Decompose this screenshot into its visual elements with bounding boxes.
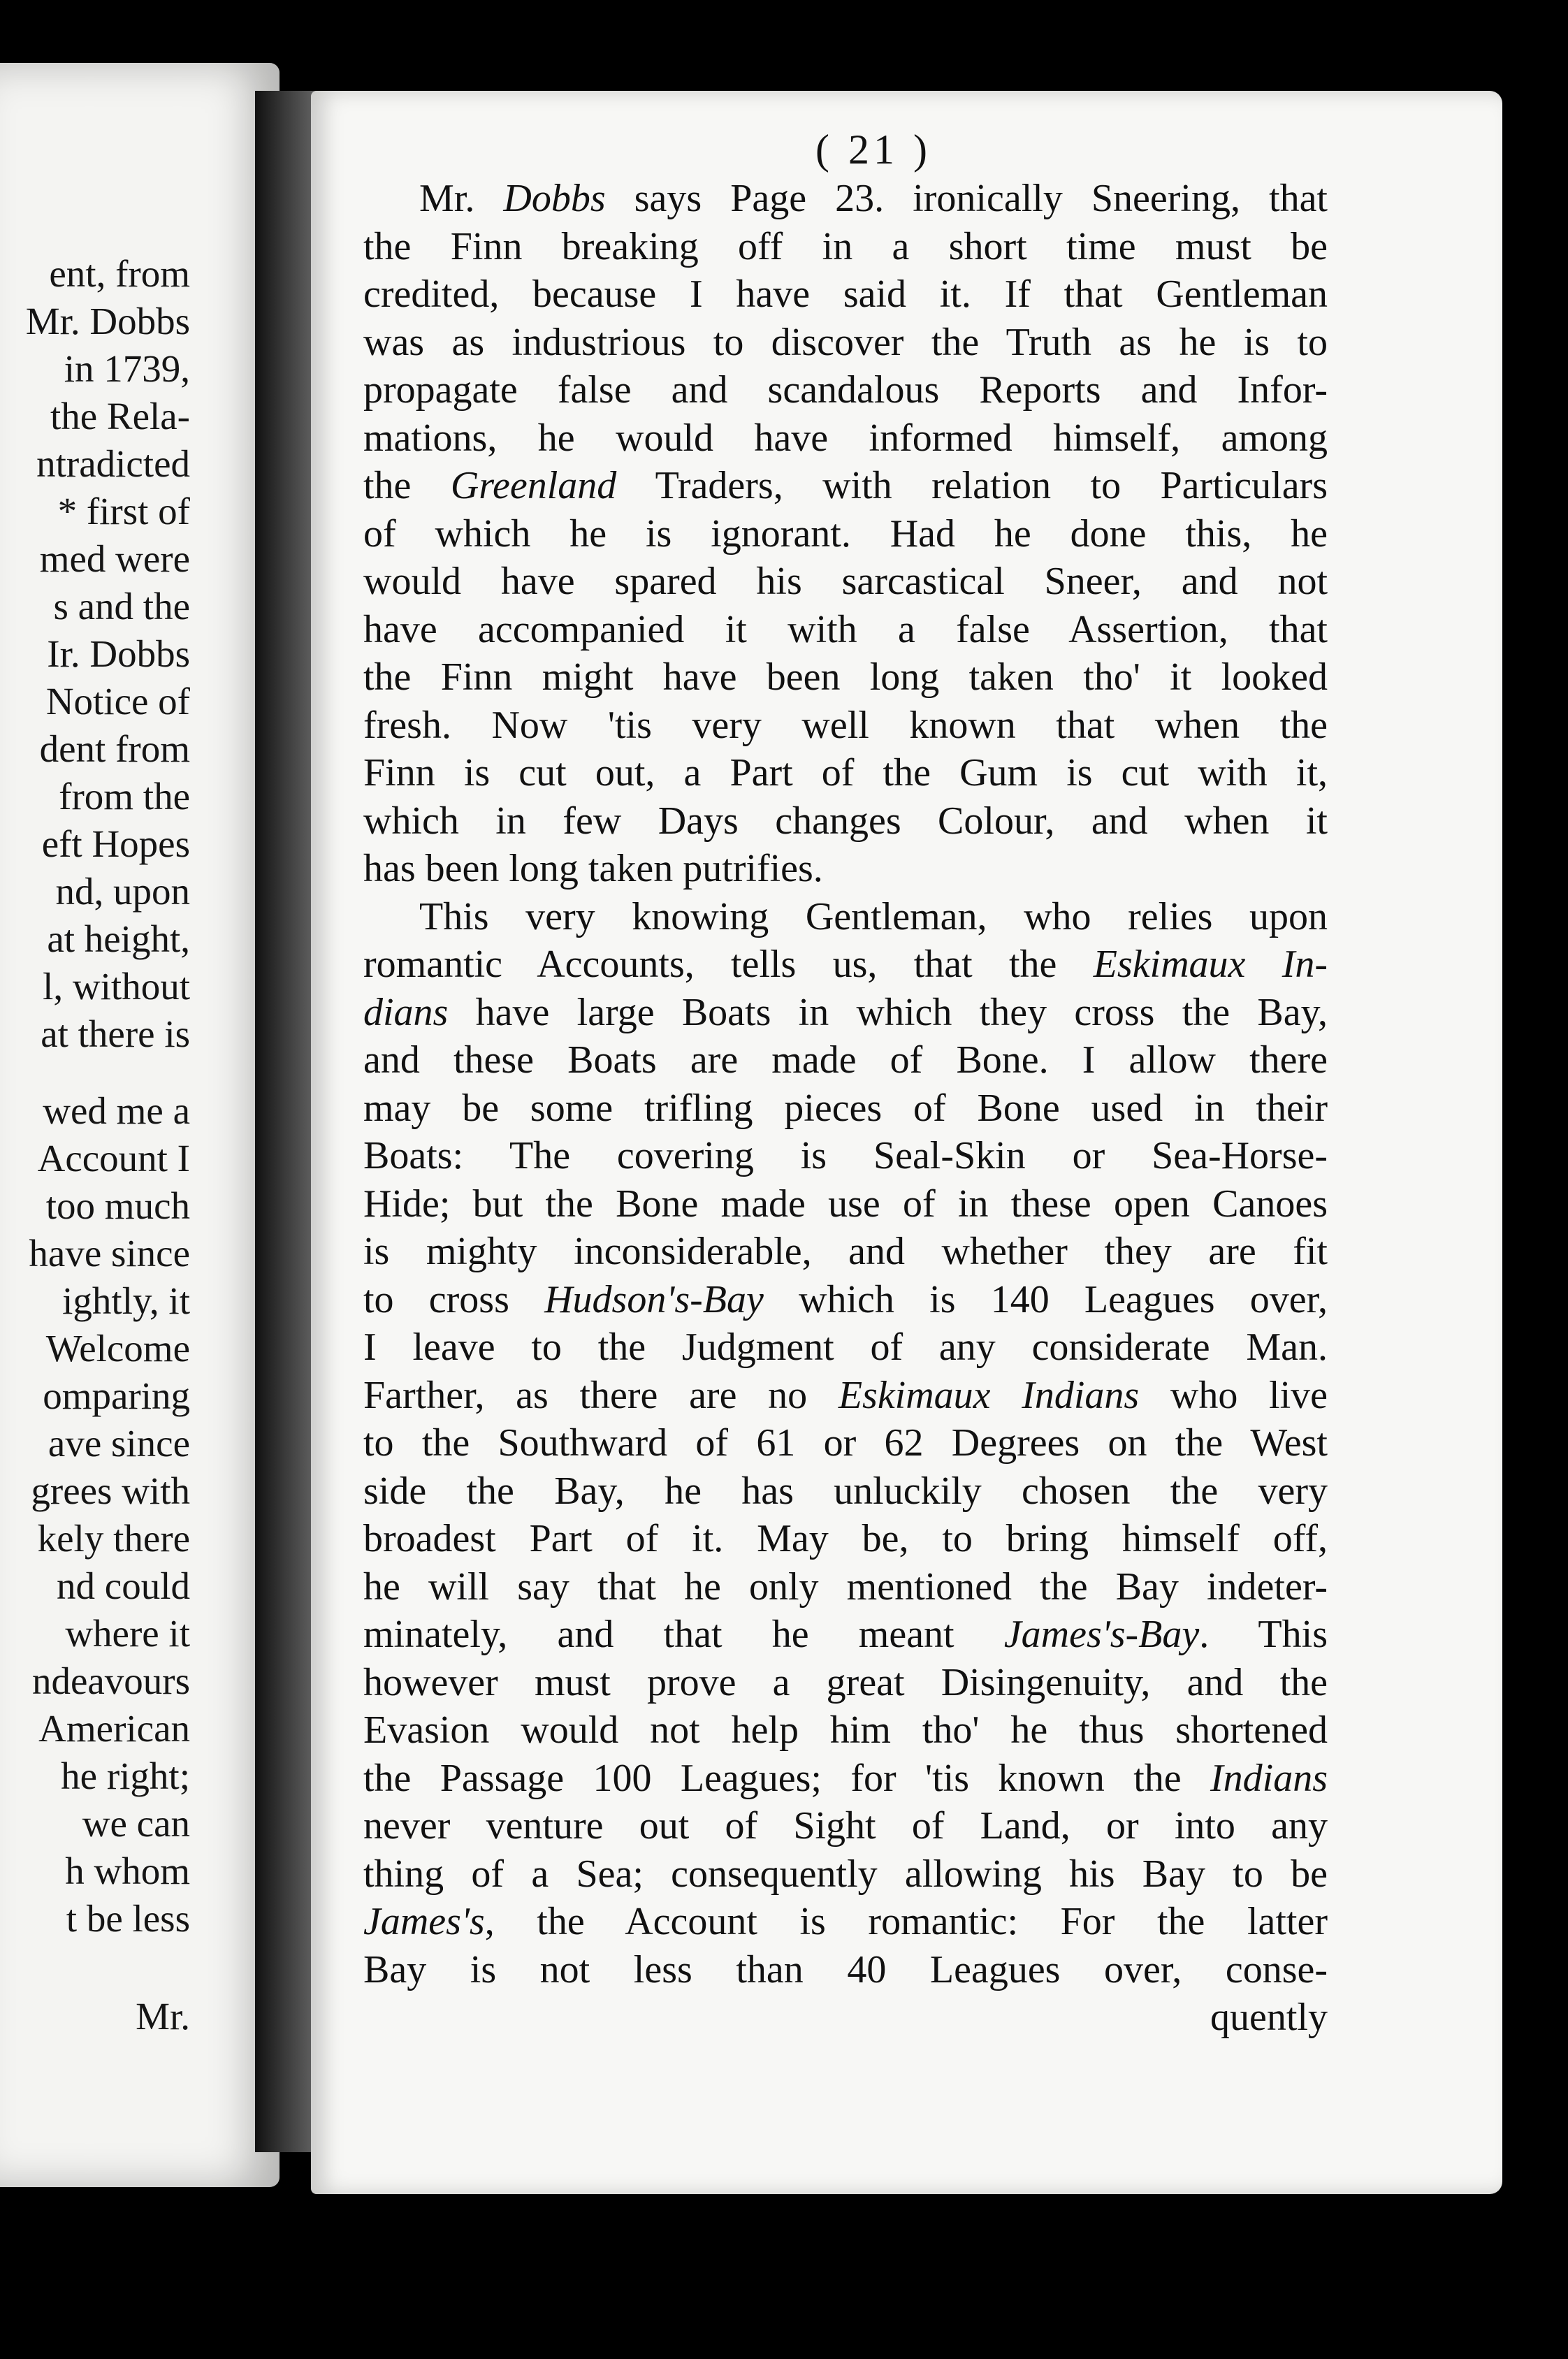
left-page-line: ave since xyxy=(48,1422,190,1465)
left-page-line: have since xyxy=(29,1232,190,1275)
text-line: the Greenland Traders, with relation to Particulars xyxy=(363,464,1328,507)
text-line: Bay is not less than 40 Leagues over, conse- xyxy=(363,1947,1328,1991)
text-line: never venture out of Sight of Land, or into any xyxy=(363,1804,1328,1848)
text-line: which in few Days changes Colour, and when it xyxy=(363,799,1328,843)
text-line: credited, because I have said it. If that Gentleman xyxy=(363,273,1328,316)
left-page-line: h whom xyxy=(65,1850,190,1892)
text-line: was as industrious to discover the Truth as he is to xyxy=(363,320,1328,364)
left-page-line: nd, upon xyxy=(55,870,190,913)
text-line: the Finn might have been long taken tho' it looked xyxy=(363,655,1328,699)
left-page-line: t be less xyxy=(66,1897,190,1940)
left-page-line: at height, xyxy=(47,917,190,960)
text-line: to the Southward of 61 or 62 Degrees on the West xyxy=(363,1421,1328,1465)
text-line: the Finn breaking off in a short time must be xyxy=(363,224,1328,268)
left-page-line: nd could xyxy=(57,1565,190,1607)
text-line: Farther, as there are no Eskimaux Indians who live xyxy=(363,1373,1328,1417)
left-page-line: the Rela- xyxy=(50,395,190,437)
text-line: have accompanied it with a false Assertion, that xyxy=(363,607,1328,651)
text-line: he will say that he only mentioned the Bay indeter- xyxy=(363,1565,1328,1609)
left-page-line: Ir. Dobbs xyxy=(47,632,190,675)
left-page-line: * first of xyxy=(57,490,190,532)
text-line: has been long taken putrifies. xyxy=(363,847,823,890)
left-page-line: dent from xyxy=(39,727,190,770)
text-line: of which he is ignorant. Had he done this, he xyxy=(363,511,1328,556)
text-line: is mighty inconsiderable, and whether they are fit xyxy=(363,1230,1328,1273)
left-page-line: omparing xyxy=(43,1374,190,1417)
left-page-line: American xyxy=(38,1707,190,1750)
left-page-line: s and the xyxy=(53,585,190,627)
left-page-line: med were xyxy=(39,537,190,580)
left-page-line: ntradicted xyxy=(36,442,190,485)
text-line: minately, and that he meant James's-Bay. This xyxy=(363,1613,1328,1656)
text-line: This very knowing Gentleman, who relies upon xyxy=(419,894,1328,938)
left-page-line: too much xyxy=(45,1184,190,1227)
text-line: I leave to the Judgment of any considerate Man. xyxy=(363,1326,1328,1369)
left-page-line: Account I xyxy=(37,1137,190,1180)
text-line: James's, the Account is romantic: For the latter xyxy=(363,1900,1328,1943)
left-page-line: ightly, it xyxy=(62,1279,190,1322)
left-page-line: l, without xyxy=(43,965,190,1008)
page-text xyxy=(363,175,1328,2042)
text-line: the Passage 100 Leagues; for 'tis known the Indians xyxy=(363,1756,1328,1800)
left-page-catchword: Mr. xyxy=(136,1995,190,2038)
paragraph-2 xyxy=(363,893,1328,1994)
left-page-line: Mr. Dobbs xyxy=(25,300,190,342)
text-line: would have spared his sarcastical Sneer, and not xyxy=(363,560,1328,603)
left-page-line: wed me a xyxy=(43,1089,190,1132)
left-page-text xyxy=(0,250,190,2040)
text-line: romantic Accounts, tells us, that the Eskimaux In- xyxy=(363,943,1328,986)
text-line: however must prove a great Disingenuity, and the xyxy=(363,1660,1328,1704)
text-line: to cross Hudson's-Bay which is 140 Leagues over, xyxy=(363,1277,1328,1321)
left-page-line: in 1739, xyxy=(64,347,190,390)
left-page xyxy=(0,63,280,2187)
left-page-line: we can xyxy=(82,1802,190,1845)
left-page-line: kely there xyxy=(37,1517,190,1560)
text-line: thing of a Sea; consequently allowing his Bay to be xyxy=(363,1852,1328,1896)
left-page-line: at there is xyxy=(41,1012,190,1055)
text-line: propagate false and scandalous Reports and Infor- xyxy=(363,368,1328,412)
left-page-line: Notice of xyxy=(45,680,190,723)
text-line: side the Bay, he has unluckily chosen the very xyxy=(363,1469,1328,1513)
text-line: may be some trifling pieces of Bone used in their xyxy=(363,1086,1328,1130)
text-line: Finn is cut out, a Part of the Gum is cut with it, xyxy=(363,751,1328,794)
text-line: Boats: The covering is Seal-Skin or Sea-Horse- xyxy=(363,1134,1328,1177)
text-line: Evasion would not help him tho' he thus shortened xyxy=(363,1708,1328,1752)
text-line: and these Boats are made of Bone. I allow there xyxy=(363,1038,1328,1082)
catchword: quently xyxy=(1210,1996,1328,2039)
left-page-line: from the xyxy=(59,775,190,818)
left-page-line: where it xyxy=(65,1612,190,1655)
left-page-line: grees with xyxy=(31,1469,190,1512)
left-page-line: ent, from xyxy=(49,252,190,295)
text-line: broadest Part of it. May be, to bring himself off, xyxy=(363,1517,1328,1560)
text-line: Hide; but the Bone made use of in these open Canoes xyxy=(363,1182,1328,1226)
text-line: Mr. Dobbs says Page 23. ironically Sneering, that xyxy=(419,177,1328,220)
text-line: fresh. Now 'tis very well known that when the xyxy=(363,703,1328,747)
paragraph-1 xyxy=(363,175,1328,893)
page-number: ( 21 ) xyxy=(815,126,931,173)
left-page-line: ndeavours xyxy=(31,1660,190,1702)
text-line: mations, he would have informed himself, among xyxy=(363,416,1328,460)
left-page-line: Welcome xyxy=(45,1327,190,1370)
text-line: dians have large Boats in which they cross the Bay, xyxy=(363,990,1328,1034)
left-page-line: he right; xyxy=(61,1755,190,1797)
left-page-line: eft Hopes xyxy=(41,822,190,865)
